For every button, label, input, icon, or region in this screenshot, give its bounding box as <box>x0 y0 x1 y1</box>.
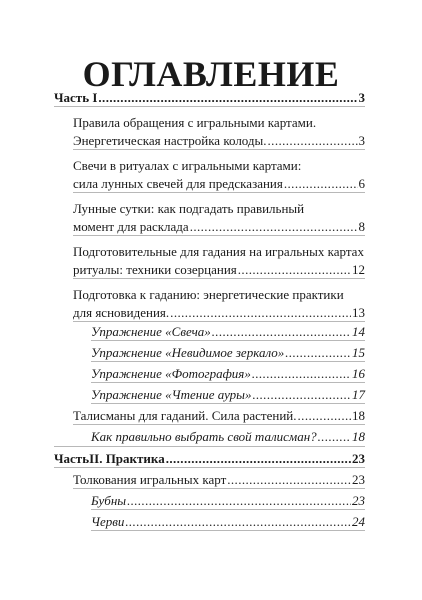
toc-entry-label: для ясновидения. <box>73 305 170 320</box>
toc-subentry[interactable] <box>91 324 365 340</box>
section-divider <box>54 446 365 447</box>
toc-entry-page: 12 <box>352 262 365 277</box>
toc-entry-label: Свечи в ритуалах с игральными картами: <box>73 158 302 173</box>
toc-entry[interactable] <box>73 133 365 149</box>
toc-leader-dots <box>170 305 351 321</box>
toc-subentry-label: Бубны <box>91 493 127 508</box>
toc-subentry-label: Упражнение «Фотография» <box>91 366 251 381</box>
toc-part-2-label: ЧастьII. Практика <box>54 451 165 466</box>
toc-entry-page: 8 <box>358 219 365 234</box>
entry-divider <box>73 488 365 489</box>
section-divider <box>54 467 365 468</box>
toc-subentry-label: Черви <box>91 514 125 529</box>
toc-subentry-label: Упражнение «Свеча» <box>91 324 211 339</box>
toc-part-1-page: 3 <box>358 90 365 105</box>
toc-leader-dots <box>318 429 351 445</box>
toc-entry-text-line[interactable] <box>73 115 365 131</box>
toc-leader-dots <box>125 514 351 530</box>
toc-subentry[interactable] <box>91 345 365 361</box>
toc-subentry-page: 17 <box>352 387 365 402</box>
toc-subentry-page: 14 <box>352 324 365 339</box>
page-title: ОГЛАВЛЕНИЕ <box>82 54 340 94</box>
toc-entry-label: Лунные сутки: как подгадать правильный <box>73 201 305 216</box>
toc-subentry[interactable] <box>91 429 365 445</box>
toc-entry-page: 23 <box>352 472 365 487</box>
toc-subentry[interactable] <box>91 493 365 509</box>
toc-entry[interactable] <box>73 176 365 192</box>
toc-subentry-page: 24 <box>352 514 365 529</box>
toc-entry-label: Талисманы для гаданий. Сила растений. <box>73 408 297 423</box>
entry-divider <box>73 149 365 150</box>
toc-entry-label: момент для расклада <box>73 219 189 234</box>
toc-subentry-page: 18 <box>352 429 365 444</box>
entry-divider <box>73 321 365 322</box>
toc-leader-dots <box>190 219 358 235</box>
entry-divider <box>91 403 365 404</box>
toc-subentry-label: Упражнение «Невидимое зеркало» <box>91 345 285 360</box>
toc-part-1[interactable] <box>54 90 365 106</box>
entry-divider <box>91 340 365 341</box>
toc-subentry-page: 23 <box>352 493 365 508</box>
toc-subentry[interactable] <box>91 366 365 382</box>
toc-subentry[interactable] <box>91 387 365 403</box>
toc-entry[interactable] <box>73 408 365 424</box>
toc-leader-dots <box>166 451 351 467</box>
toc-part-2[interactable] <box>54 451 365 467</box>
toc-entry[interactable] <box>73 305 365 321</box>
toc-entry-text-line[interactable] <box>73 158 365 174</box>
toc-leader-dots <box>98 90 357 106</box>
toc-entry[interactable] <box>73 262 365 278</box>
toc-entry-text-line[interactable] <box>73 287 365 303</box>
toc-leader-dots <box>238 262 351 278</box>
toc-leader-dots <box>212 324 351 340</box>
entry-divider <box>73 192 365 193</box>
entry-divider <box>91 509 365 510</box>
toc-leader-dots <box>268 133 358 149</box>
toc-entry-label: Энергетическая настройка колоды. <box>73 133 267 148</box>
toc-leader-dots <box>285 345 351 361</box>
toc-subentry-page: 16 <box>352 366 365 381</box>
toc-entry-label: Подготовительные для гадания на игральных картах <box>73 244 364 259</box>
toc-subentry-label: Как правильно выбрать свой талисман? <box>91 429 317 444</box>
entry-divider <box>73 235 365 236</box>
toc-entry-label: Правила обращения с игральными картами. <box>73 115 317 130</box>
toc-leader-dots <box>284 176 358 192</box>
section-divider <box>54 106 365 107</box>
toc-subentry-label: Упражнение «Чтение ауры» <box>91 387 252 402</box>
entry-divider <box>91 530 365 531</box>
toc-entry-page: 6 <box>358 176 365 191</box>
entry-divider <box>73 278 365 279</box>
toc-leader-dots <box>227 472 351 488</box>
toc-entry-label: ритуалы: техники созерцания <box>73 262 237 277</box>
toc-subentry-page: 15 <box>352 345 365 360</box>
toc-entry[interactable] <box>73 472 365 488</box>
entry-divider <box>73 424 365 425</box>
entry-divider <box>91 361 365 362</box>
toc-entry-label: Подготовка к гаданию: энергетические практики <box>73 287 344 302</box>
toc-part-1-label: Часть I <box>54 90 98 105</box>
toc-leader-dots <box>127 493 351 509</box>
toc-entry-page: 3 <box>358 133 365 148</box>
toc-subentry[interactable] <box>91 514 365 530</box>
toc-leader-dots <box>298 408 351 424</box>
entry-divider <box>91 382 365 383</box>
toc-entry-label: Толкования игральных карт <box>73 472 227 487</box>
toc-entry-label: сила лунных свечей для предсказания <box>73 176 283 191</box>
toc-entry-page: 13 <box>352 305 365 320</box>
toc-entry[interactable] <box>73 219 365 235</box>
toc-entry-text-line[interactable] <box>73 201 365 217</box>
toc-leader-dots <box>252 387 351 403</box>
toc-entry-page: 18 <box>352 408 365 423</box>
toc-entry-text-line[interactable] <box>73 244 365 260</box>
toc-part-2-page: 23 <box>352 451 365 466</box>
toc-leader-dots <box>252 366 351 382</box>
